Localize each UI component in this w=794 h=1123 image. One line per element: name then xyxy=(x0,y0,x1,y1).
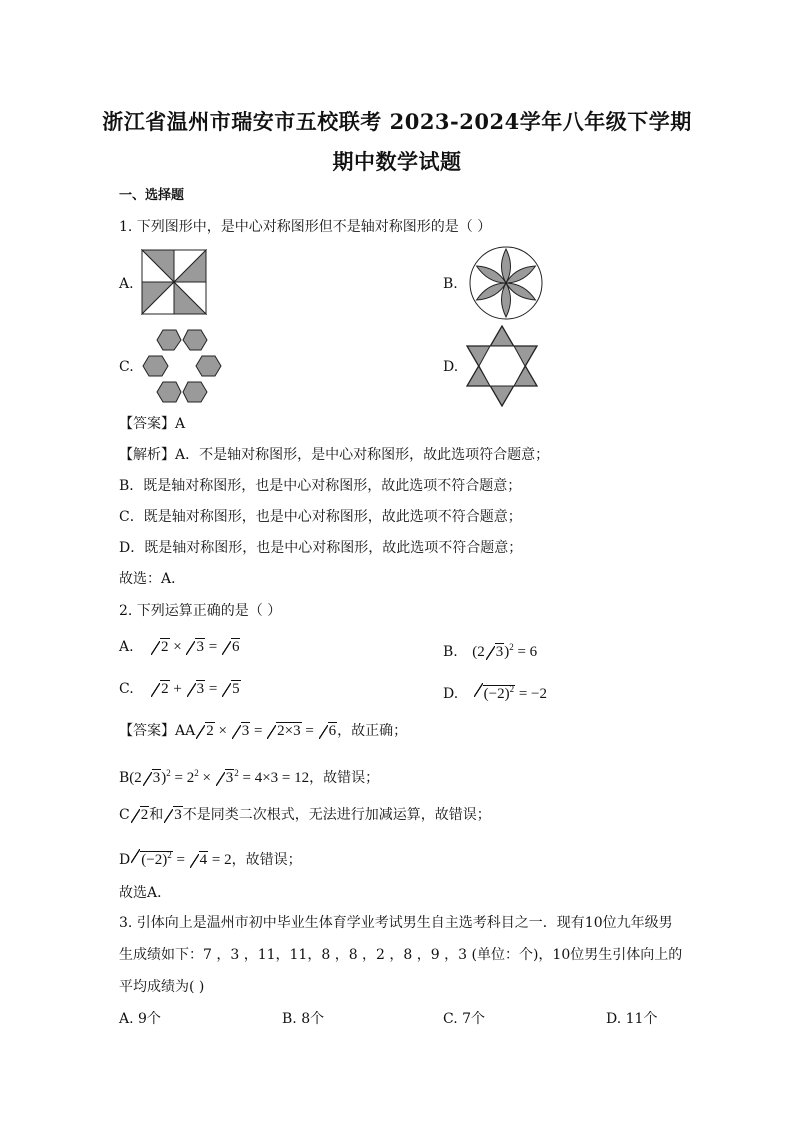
q2-option-c-expr: 2 + 3 = 5 xyxy=(150,681,240,697)
document-title-line1: 浙江省温州市瑞安市五校联考 2023-2024学年八年级下学期 xyxy=(102,109,692,134)
q2-b-note: ，故错误； xyxy=(309,770,380,786)
six-point-star-figure xyxy=(465,325,539,407)
q2-stem: 2. 下列运算正确的是（ ） xyxy=(119,603,282,619)
q2-c-note: 不是同类二次根式，无法进行加减运算，故错误； xyxy=(182,807,491,823)
q2-option-d-expr: $(-2)^2 = -2$ xyxy=(473,686,547,702)
q2-answer-expr: 2 × 3 = 2×3 = 6 xyxy=(195,723,337,739)
q1-analysis-a xyxy=(119,446,549,464)
q1-option-d-label: D. xyxy=(443,359,459,375)
q1-analysis-d: D．既是轴对称图形，也是中心对称图形，故此选项不符合题意； xyxy=(119,540,523,556)
q2-answer-tag: 【答案】AA xyxy=(119,723,196,739)
document-title-line2: 期中数学试题 xyxy=(332,149,462,174)
analysis-text-a: A．不是轴对称图形，是中心对称图形，故此选项符合题意； xyxy=(175,447,550,463)
q2-option-c-label: C. xyxy=(119,681,134,697)
q2-conclusion: 故选A． xyxy=(119,885,172,901)
q2-c-expr-2: 3 xyxy=(163,807,183,823)
q2-option-a-expr: 2 × 3 = 6 xyxy=(150,639,240,655)
q2-option-b xyxy=(443,638,537,661)
q3-option-c: C. 7个 xyxy=(443,1011,486,1027)
q2-b-line xyxy=(119,764,379,787)
pinwheel-figure xyxy=(139,249,209,315)
q2-c-prefix: C xyxy=(119,807,130,823)
q2-d-line xyxy=(119,846,302,869)
q1-answer: 【答案】A xyxy=(119,416,186,432)
q3-option-a: A. 9个 xyxy=(119,1011,161,1027)
q2-c-line xyxy=(119,806,491,824)
q2-option-d-label: D. xyxy=(443,686,459,702)
q2-option-a xyxy=(119,638,240,656)
q2-answer-note: ，故正确； xyxy=(337,723,408,739)
q3-stem-line2: 生成绩如下：7 ，3 ，11，11，8 ，8 ，2 ，8 ，9 ，3 (单位：个)，10位男生引体向上的 xyxy=(119,947,683,963)
q1-option-c-label: C. xyxy=(119,359,134,375)
q1-conclusion: 故选：A． xyxy=(119,571,186,587)
q2-option-d xyxy=(443,680,547,703)
q1-option-b-label: B. xyxy=(443,276,458,292)
q2-answer-line xyxy=(119,722,407,740)
q3-stem-line1: 3. 引体向上是温州市初中毕业生体育学业考试男生自主选考科目之一．现有10位九年级男 xyxy=(119,915,673,931)
q2-c-mid: 和 xyxy=(149,807,164,823)
q1-stem: 1. 下列图形中，是中心对称图形但不是轴对称图形的是（ ） xyxy=(119,219,492,235)
flower-circle-figure xyxy=(468,245,544,321)
q2-option-a-label: A. xyxy=(119,639,134,655)
q2-d-note: ，故错误； xyxy=(231,852,302,868)
q3-option-d: D. 11个 xyxy=(606,1011,658,1027)
q1-option-a-label: A. xyxy=(119,276,134,292)
q2-option-c xyxy=(119,680,241,698)
q2-d-expr: $(-2)^2 = 4 = 2$ xyxy=(130,852,231,868)
hexagon-ring-figure xyxy=(139,327,225,405)
q3-stem-line3: 平均成绩为( ) xyxy=(119,979,205,995)
q2-c-expr-1: 2 xyxy=(130,807,150,823)
q2-option-b-expr: (2 3)$^2$ = 6 xyxy=(472,642,538,660)
q1-analysis-b: B．既是轴对称图形，也是中心对称图形，故此选项不符合题意； xyxy=(119,478,522,494)
q2-b-expr: (2 $3)^2 = 2^2 \times 3^2 = 4\times 3 = 12$ xyxy=(129,768,310,786)
q2-d-prefix: D xyxy=(119,852,131,868)
q3-option-b: B. 8个 xyxy=(282,1011,325,1027)
analysis-tag: 【解析】 xyxy=(119,447,175,463)
q1-analysis-c: C．既是轴对称图形，也是中心对称图形，故此选项不符合题意； xyxy=(119,509,522,525)
q2-option-b-label: B. xyxy=(443,644,458,660)
section-heading: 一、选择题 xyxy=(119,188,185,203)
q2-b-prefix: B xyxy=(119,770,130,786)
